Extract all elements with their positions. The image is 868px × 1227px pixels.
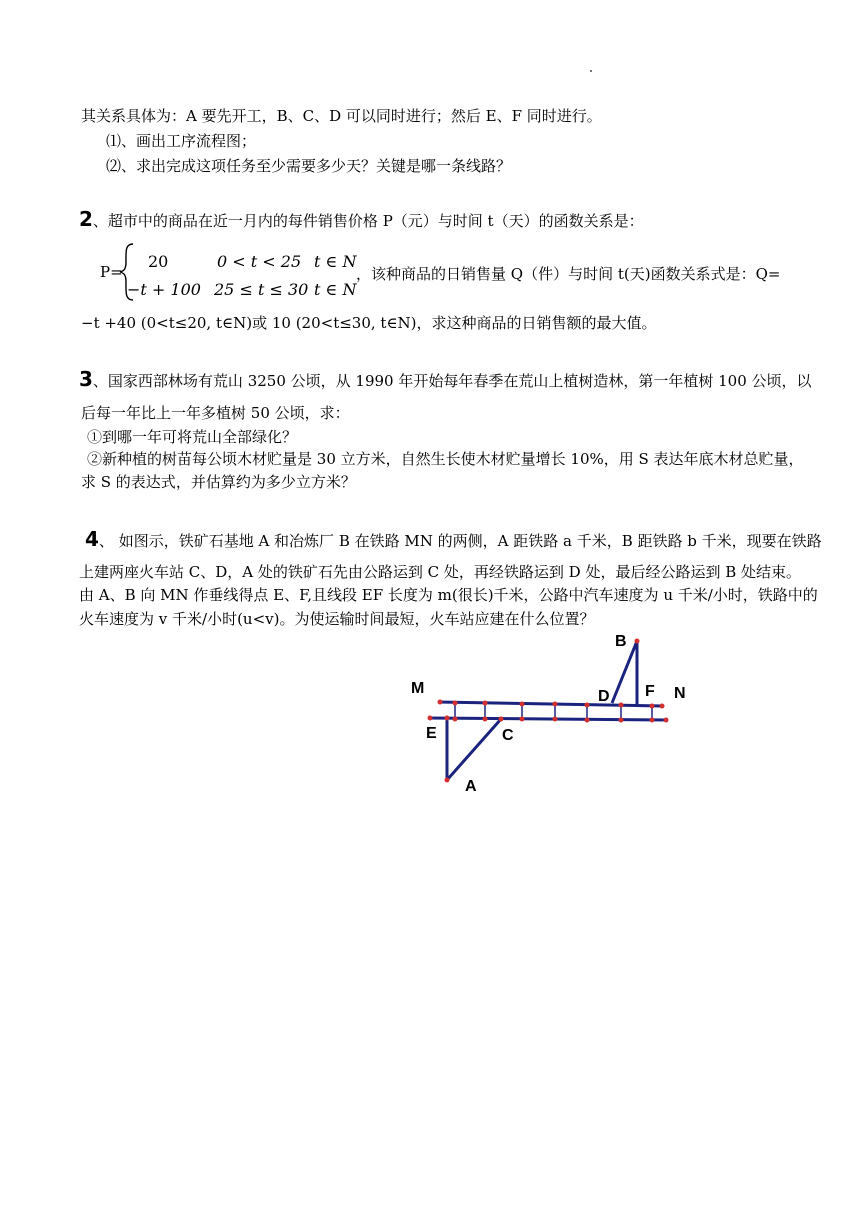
problem3-heading xyxy=(79,369,812,391)
problem-number: 3 xyxy=(79,367,93,391)
problem1-relation-text: 其关系具体为：A 要先开工，B、C、D 可以同时进行；然后 E、F 同时进行。 xyxy=(81,107,602,125)
label-F: F xyxy=(645,683,655,700)
problem3-question-1: ①到哪一年可将荒山全部绿化？ xyxy=(87,428,298,446)
problem4-text-line2: 上建两座火车站 C、D，A 处的铁矿石先由公路运到 C 处，再经铁路运到 D 处，最后经公路运到 B 处结束。 xyxy=(79,563,802,581)
tie-dot xyxy=(453,701,458,706)
piecewise-label: P= xyxy=(100,263,123,281)
label-B: B xyxy=(615,633,627,650)
tie-dot xyxy=(499,717,504,722)
tie-dot xyxy=(650,704,655,709)
problem1-question-1: ⑴、画出工序流程图； xyxy=(106,132,257,150)
tie-dot xyxy=(483,701,488,706)
problem3-text: 、国家西部林场有荒山 3250 公顷，从 1990 年开始每年春季在荒山上植树造林，第一年植树 100 公顷，以 xyxy=(92,372,812,390)
problem3-text-line2: 后每一年比上一年多植树 50 公顷，求： xyxy=(81,404,350,422)
tie-dot xyxy=(585,703,590,708)
railway-figure xyxy=(400,625,700,800)
label-D: D xyxy=(598,688,610,705)
tie-dot xyxy=(520,702,525,707)
tie-dot xyxy=(553,717,558,722)
problem4-text-line3: 由 A、B 向 MN 作垂线得点 E、F,且线段 EF 长度为 m(很长)千米，公路中汽车速度为 u 千米/小时，铁路中的 xyxy=(79,586,818,604)
problem-number: 2 xyxy=(79,207,93,231)
piecewise-row2-expr: −t + 100 xyxy=(127,280,201,299)
problem1-question-2: ⑵、求出完成这项任务至少需要多少天？关键是哪一条线路？ xyxy=(106,157,512,175)
tie-dot xyxy=(664,718,669,723)
problem4-text-line4: 火车速度为 v 千米/小时(u<v)。为使运输时间最短，火车站应建在什么位置？ xyxy=(79,610,595,628)
problem2-text: 、超市中的商品在近一月内的每件销售价格 P（元）与时间 t（天）的函数关系是： xyxy=(92,212,644,230)
tie-dot xyxy=(453,717,458,722)
piecewise-row1-expr: 20 xyxy=(148,252,169,271)
tie-dot xyxy=(660,704,665,709)
segment-AC xyxy=(447,719,501,780)
problem4-heading xyxy=(85,529,822,551)
tie-dot xyxy=(438,700,443,705)
tie-dot xyxy=(585,718,590,723)
point-A-dot xyxy=(445,778,450,783)
piecewise-row1-domain: t ∈ N xyxy=(314,252,357,271)
rail-bottom xyxy=(428,718,668,720)
problem4-text: 、 如图示，铁矿石基地 A 和冶炼厂 B 在铁路 MN 的两侧，A 距铁路 a 千米，B 距铁路 b 千米，现要在铁路 xyxy=(98,532,822,550)
problem2-text-line3: −t +40 (0<t≤20, t∈N)或 10 (20<t≤30, t∈N)，求这种商品的日销售额的最大值。 xyxy=(81,314,657,332)
rail-top xyxy=(438,702,663,706)
label-N: N xyxy=(674,685,686,702)
problem2-text-after-formula: ，该种商品的日销售量 Q（件）与时间 t(天)函数关系式是：Q= xyxy=(356,265,781,283)
tie-dot xyxy=(650,718,655,723)
tie-dot xyxy=(483,717,488,722)
tie-dot xyxy=(553,702,558,707)
problem2-heading xyxy=(79,209,644,231)
piecewise-row1-range: 0 < t < 25 xyxy=(217,252,302,271)
label-C: C xyxy=(502,727,514,744)
segment-BD xyxy=(612,641,637,703)
tie-dot xyxy=(520,717,525,722)
problem3-question-2-cont: 求 S 的表达式，并估算约为多少立方米？ xyxy=(81,473,356,491)
label-M: M xyxy=(411,680,425,697)
piecewise-row2-domain: t ∈ N xyxy=(314,280,357,299)
problem3-question-2: ②新种植的树苗每公顷木材贮量是 30 立方米，自然生长使木材贮量增长 10%，用 S 表达年底木材总贮量， xyxy=(87,450,804,468)
label-A: A xyxy=(465,778,477,795)
tie-dot xyxy=(445,716,450,721)
point-B-dot xyxy=(635,639,640,644)
tie-dot xyxy=(619,718,624,723)
piecewise-row2-range: 25 ≤ t ≤ 30 xyxy=(214,280,309,299)
label-E: E xyxy=(426,725,437,742)
problem-number: 4 xyxy=(85,527,99,551)
tie-dot xyxy=(428,716,433,721)
scan-speck xyxy=(590,70,592,72)
tie-dot xyxy=(619,703,624,708)
